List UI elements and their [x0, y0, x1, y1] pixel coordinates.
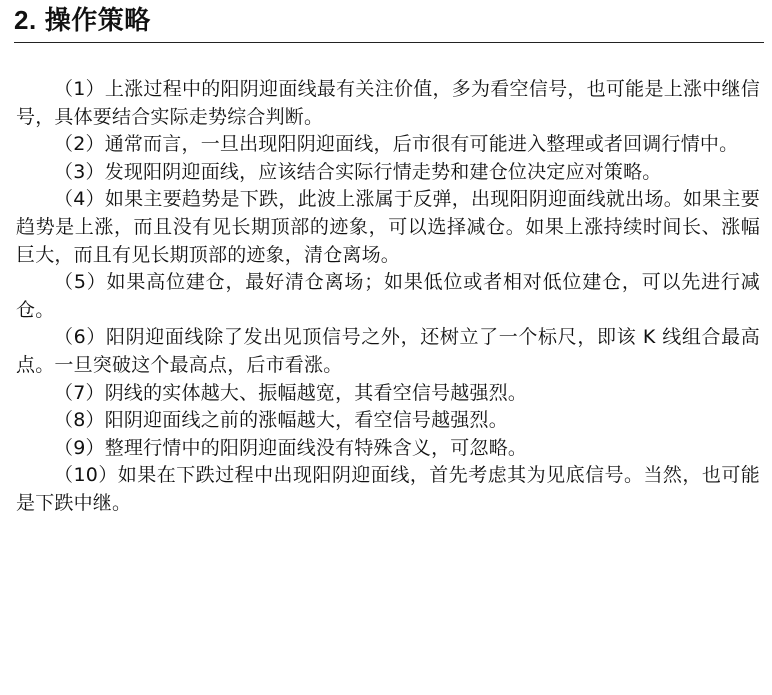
section-heading — [14, 2, 151, 39]
paragraph-2: （2）通常而言，一旦出现阳阴迎面线，后市很有可能进入整理或者回调行情中。 — [54, 133, 739, 156]
section-title: 操作策略 — [44, 6, 151, 36]
paragraph-9: （9）整理行情中的阳阴迎面线没有特殊含义，可忽略。 — [54, 436, 528, 459]
paragraph-5: （5）如果高位建仓，最好清仓离场；如果低位或者相对低位建仓，可以先进行减仓。 — [16, 271, 760, 321]
paragraph-4: （4）如果主要趋势是下跌，此波上涨属于反弹，出现阳阴迎面线就出场。如果主要趋势是上涨，而且没有见长期顶部的迹象，可以选择减仓。如果上涨持续时间长、涨幅巨大，而且有见长期顶部的迹象，清仓离场。 — [16, 188, 760, 266]
paragraph-8: （8）阳阴迎面线之前的涨幅越大，看空信号越强烈。 — [54, 409, 508, 432]
paragraph-1: （1）上涨过程中的阳阴迎面线最有关注价值，多为看空信号，也可能是上涨中继信号，具体要结合实际走势综合判断。 — [16, 78, 760, 128]
body-text — [16, 76, 760, 518]
section-number: 2. — [14, 5, 37, 35]
paragraph-7: （7）阴线的实体越大、振幅越宽，其看空信号越强烈。 — [54, 381, 528, 404]
paragraph-10: （10）如果在下跌过程中出现阳阴迎面线，首先考虑其为见底信号。当然，也可能是下跌中继。 — [16, 464, 760, 514]
paragraph-3: （3）发现阳阴迎面线，应该结合实际行情走势和建仓位决定应对策略。 — [54, 160, 662, 183]
heading-underline — [14, 42, 764, 43]
paragraph-6: （6）阳阴迎面线除了发出见顶信号之外，还树立了一个标尺，即该 K 线组合最高点。一旦突破这个最高点，后市看涨。 — [16, 326, 760, 376]
